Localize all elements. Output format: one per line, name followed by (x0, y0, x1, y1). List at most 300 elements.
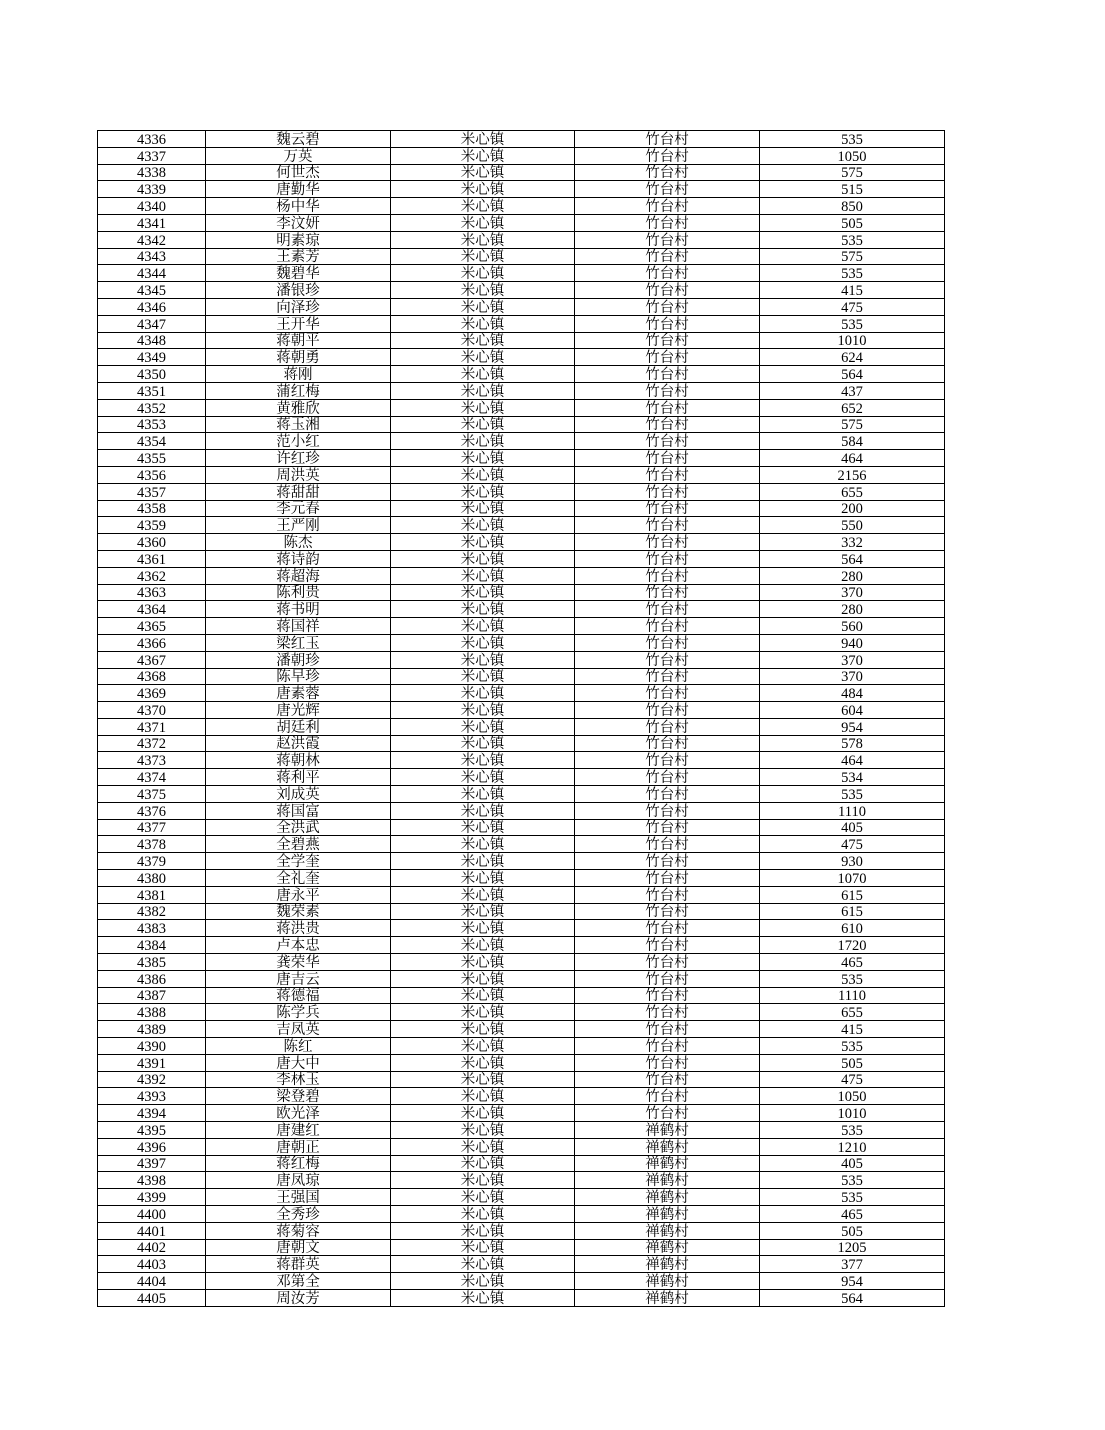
name-cell: 唐凤琼 (206, 1172, 391, 1189)
table-row (98, 634, 945, 651)
amount-cell: 1210 (760, 1138, 945, 1155)
row-number-cell: 4379 (98, 853, 206, 870)
name-cell: 胡廷利 (206, 718, 391, 735)
town-cell: 米心镇 (391, 1138, 575, 1155)
row-number-cell: 4383 (98, 920, 206, 937)
amount-cell: 564 (760, 550, 945, 567)
name-cell: 龚荣华 (206, 954, 391, 971)
town-cell: 米心镇 (391, 399, 575, 416)
village-cell: 竹台村 (575, 315, 760, 332)
data-table (97, 130, 945, 1307)
town-cell: 米心镇 (391, 147, 575, 164)
village-cell: 禅鹤村 (575, 1289, 760, 1306)
amount-cell: 1110 (760, 987, 945, 1004)
town-cell: 米心镇 (391, 634, 575, 651)
town-cell: 米心镇 (391, 1222, 575, 1239)
town-cell: 米心镇 (391, 1189, 575, 1206)
row-number-cell: 4355 (98, 450, 206, 467)
table-row (98, 886, 945, 903)
amount-cell: 535 (760, 265, 945, 282)
town-cell: 米心镇 (391, 466, 575, 483)
table-row (98, 970, 945, 987)
town-cell: 米心镇 (391, 584, 575, 601)
table-row (98, 1122, 945, 1139)
amount-cell: 850 (760, 198, 945, 215)
town-cell: 米心镇 (391, 1021, 575, 1038)
name-cell: 蒋国富 (206, 802, 391, 819)
town-cell: 米心镇 (391, 282, 575, 299)
town-cell: 米心镇 (391, 567, 575, 584)
table-row (98, 399, 945, 416)
row-number-cell: 4377 (98, 819, 206, 836)
village-cell: 竹台村 (575, 248, 760, 265)
table-row (98, 214, 945, 231)
name-cell: 蒋利平 (206, 769, 391, 786)
village-cell: 竹台村 (575, 1088, 760, 1105)
town-cell: 米心镇 (391, 870, 575, 887)
row-number-cell: 4362 (98, 567, 206, 584)
row-number-cell: 4405 (98, 1289, 206, 1306)
table-row (98, 466, 945, 483)
village-cell: 竹台村 (575, 836, 760, 853)
amount-cell: 575 (760, 416, 945, 433)
name-cell: 蒋超海 (206, 567, 391, 584)
table-row (98, 349, 945, 366)
amount-cell: 655 (760, 1004, 945, 1021)
table-row (98, 1054, 945, 1071)
table-row (98, 282, 945, 299)
village-cell: 竹台村 (575, 819, 760, 836)
village-cell: 竹台村 (575, 164, 760, 181)
amount-cell: 1205 (760, 1239, 945, 1256)
town-cell: 米心镇 (391, 1004, 575, 1021)
town-cell: 米心镇 (391, 433, 575, 450)
amount-cell: 535 (760, 315, 945, 332)
table-row (98, 1105, 945, 1122)
amount-cell: 405 (760, 819, 945, 836)
name-cell: 杨中华 (206, 198, 391, 215)
village-cell: 禅鹤村 (575, 1138, 760, 1155)
name-cell: 陈早珍 (206, 668, 391, 685)
row-number-cell: 4350 (98, 366, 206, 383)
table-row (98, 1021, 945, 1038)
row-number-cell: 4337 (98, 147, 206, 164)
row-number-cell: 4378 (98, 836, 206, 853)
town-cell: 米心镇 (391, 1256, 575, 1273)
amount-cell: 475 (760, 298, 945, 315)
table-row (98, 618, 945, 635)
name-cell: 王强国 (206, 1189, 391, 1206)
village-cell: 竹台村 (575, 903, 760, 920)
village-cell: 禅鹤村 (575, 1155, 760, 1172)
name-cell: 魏荣素 (206, 903, 391, 920)
amount-cell: 515 (760, 181, 945, 198)
amount-cell: 535 (760, 1038, 945, 1055)
table-row (98, 382, 945, 399)
name-cell: 蒋群英 (206, 1256, 391, 1273)
table-row (98, 265, 945, 282)
table-row (98, 769, 945, 786)
row-number-cell: 4354 (98, 433, 206, 450)
name-cell: 唐永平 (206, 886, 391, 903)
village-cell: 竹台村 (575, 483, 760, 500)
village-cell: 禅鹤村 (575, 1239, 760, 1256)
row-number-cell: 4352 (98, 399, 206, 416)
row-number-cell: 4369 (98, 685, 206, 702)
village-cell: 竹台村 (575, 954, 760, 971)
name-cell: 邓第全 (206, 1273, 391, 1290)
row-number-cell: 4384 (98, 937, 206, 954)
town-cell: 米心镇 (391, 618, 575, 635)
town-cell: 米心镇 (391, 1071, 575, 1088)
table-row (98, 1222, 945, 1239)
table-row (98, 903, 945, 920)
name-cell: 蒋洪贵 (206, 920, 391, 937)
amount-cell: 1070 (760, 870, 945, 887)
row-number-cell: 4400 (98, 1206, 206, 1223)
name-cell: 李元春 (206, 500, 391, 517)
town-cell: 米心镇 (391, 450, 575, 467)
amount-cell: 200 (760, 500, 945, 517)
name-cell: 蒋朝平 (206, 332, 391, 349)
row-number-cell: 4343 (98, 248, 206, 265)
row-number-cell: 4342 (98, 231, 206, 248)
row-number-cell: 4403 (98, 1256, 206, 1273)
table-row (98, 668, 945, 685)
table-row (98, 1239, 945, 1256)
town-cell: 米心镇 (391, 332, 575, 349)
village-cell: 竹台村 (575, 517, 760, 534)
amount-cell: 535 (760, 1172, 945, 1189)
name-cell: 李林玉 (206, 1071, 391, 1088)
row-number-cell: 4351 (98, 382, 206, 399)
table-row (98, 500, 945, 517)
amount-cell: 464 (760, 450, 945, 467)
amount-cell: 564 (760, 1289, 945, 1306)
town-cell: 米心镇 (391, 853, 575, 870)
name-cell: 蒋玉湘 (206, 416, 391, 433)
village-cell: 竹台村 (575, 1071, 760, 1088)
village-cell: 竹台村 (575, 450, 760, 467)
town-cell: 米心镇 (391, 1105, 575, 1122)
table-row (98, 819, 945, 836)
village-cell: 竹台村 (575, 265, 760, 282)
table-row (98, 1172, 945, 1189)
village-cell: 竹台村 (575, 651, 760, 668)
table-row (98, 1206, 945, 1223)
village-cell: 竹台村 (575, 298, 760, 315)
amount-cell: 930 (760, 853, 945, 870)
row-number-cell: 4395 (98, 1122, 206, 1139)
name-cell: 欧光泽 (206, 1105, 391, 1122)
table-row (98, 1038, 945, 1055)
name-cell: 全洪武 (206, 819, 391, 836)
row-number-cell: 4339 (98, 181, 206, 198)
village-cell: 竹台村 (575, 987, 760, 1004)
amount-cell: 615 (760, 903, 945, 920)
table-row (98, 550, 945, 567)
amount-cell: 624 (760, 349, 945, 366)
village-cell: 竹台村 (575, 668, 760, 685)
village-cell: 竹台村 (575, 970, 760, 987)
name-cell: 唐素蓉 (206, 685, 391, 702)
town-cell: 米心镇 (391, 366, 575, 383)
table-row (98, 987, 945, 1004)
village-cell: 竹台村 (575, 870, 760, 887)
name-cell: 陈杰 (206, 534, 391, 551)
table-row (98, 298, 945, 315)
table-row (98, 685, 945, 702)
amount-cell: 415 (760, 1021, 945, 1038)
town-cell: 米心镇 (391, 601, 575, 618)
amount-cell: 1010 (760, 332, 945, 349)
amount-cell: 535 (760, 1122, 945, 1139)
town-cell: 米心镇 (391, 920, 575, 937)
row-number-cell: 4389 (98, 1021, 206, 1038)
name-cell: 梁登碧 (206, 1088, 391, 1105)
table-row (98, 416, 945, 433)
amount-cell: 1050 (760, 147, 945, 164)
row-number-cell: 4341 (98, 214, 206, 231)
town-cell: 米心镇 (391, 1088, 575, 1105)
amount-cell: 280 (760, 601, 945, 618)
amount-cell: 535 (760, 1189, 945, 1206)
table-row (98, 718, 945, 735)
village-cell: 禅鹤村 (575, 1273, 760, 1290)
row-number-cell: 4338 (98, 164, 206, 181)
name-cell: 唐吉云 (206, 970, 391, 987)
town-cell: 米心镇 (391, 349, 575, 366)
table-row (98, 1088, 945, 1105)
town-cell: 米心镇 (391, 382, 575, 399)
table-row (98, 181, 945, 198)
amount-cell: 575 (760, 248, 945, 265)
row-number-cell: 4404 (98, 1273, 206, 1290)
row-number-cell: 4399 (98, 1189, 206, 1206)
village-cell: 竹台村 (575, 147, 760, 164)
name-cell: 魏云碧 (206, 131, 391, 148)
name-cell: 周洪英 (206, 466, 391, 483)
row-number-cell: 4347 (98, 315, 206, 332)
name-cell: 王开华 (206, 315, 391, 332)
name-cell: 陈红 (206, 1038, 391, 1055)
row-number-cell: 4340 (98, 198, 206, 215)
town-cell: 米心镇 (391, 265, 575, 282)
row-number-cell: 4336 (98, 131, 206, 148)
amount-cell: 615 (760, 886, 945, 903)
town-cell: 米心镇 (391, 1206, 575, 1223)
name-cell: 全碧燕 (206, 836, 391, 853)
name-cell: 蒋甜甜 (206, 483, 391, 500)
village-cell: 竹台村 (575, 1054, 760, 1071)
village-cell: 竹台村 (575, 920, 760, 937)
table-row (98, 1289, 945, 1306)
amount-cell: 484 (760, 685, 945, 702)
row-number-cell: 4376 (98, 802, 206, 819)
town-cell: 米心镇 (391, 1172, 575, 1189)
town-cell: 米心镇 (391, 970, 575, 987)
table-row (98, 450, 945, 467)
amount-cell: 505 (760, 1222, 945, 1239)
table-row (98, 752, 945, 769)
table-row (98, 702, 945, 719)
village-cell: 竹台村 (575, 399, 760, 416)
amount-cell: 465 (760, 954, 945, 971)
town-cell: 米心镇 (391, 954, 575, 971)
row-number-cell: 4374 (98, 769, 206, 786)
table-row (98, 1155, 945, 1172)
row-number-cell: 4346 (98, 298, 206, 315)
town-cell: 米心镇 (391, 416, 575, 433)
village-cell: 禅鹤村 (575, 1206, 760, 1223)
town-cell: 米心镇 (391, 1289, 575, 1306)
town-cell: 米心镇 (391, 1155, 575, 1172)
table-row (98, 601, 945, 618)
row-number-cell: 4381 (98, 886, 206, 903)
village-cell: 竹台村 (575, 231, 760, 248)
village-cell: 竹台村 (575, 366, 760, 383)
town-cell: 米心镇 (391, 500, 575, 517)
name-cell: 潘朝珍 (206, 651, 391, 668)
amount-cell: 505 (760, 1054, 945, 1071)
name-cell: 唐朝文 (206, 1239, 391, 1256)
amount-cell: 370 (760, 584, 945, 601)
table-row (98, 147, 945, 164)
name-cell: 许红珍 (206, 450, 391, 467)
row-number-cell: 4353 (98, 416, 206, 433)
table-row (98, 651, 945, 668)
village-cell: 竹台村 (575, 433, 760, 450)
amount-cell: 464 (760, 752, 945, 769)
amount-cell: 535 (760, 786, 945, 803)
table-row (98, 198, 945, 215)
town-cell: 米心镇 (391, 1122, 575, 1139)
amount-cell: 1110 (760, 802, 945, 819)
name-cell: 唐朝正 (206, 1138, 391, 1155)
village-cell: 竹台村 (575, 214, 760, 231)
name-cell: 范小红 (206, 433, 391, 450)
name-cell: 蒋朝勇 (206, 349, 391, 366)
table-row (98, 1273, 945, 1290)
table-row (98, 1138, 945, 1155)
amount-cell: 370 (760, 668, 945, 685)
name-cell: 蒲红梅 (206, 382, 391, 399)
town-cell: 米心镇 (391, 651, 575, 668)
amount-cell: 535 (760, 131, 945, 148)
town-cell: 米心镇 (391, 903, 575, 920)
name-cell: 唐勤华 (206, 181, 391, 198)
name-cell: 周汝芳 (206, 1289, 391, 1306)
village-cell: 竹台村 (575, 382, 760, 399)
row-number-cell: 4361 (98, 550, 206, 567)
name-cell: 蒋刚 (206, 366, 391, 383)
village-cell: 竹台村 (575, 198, 760, 215)
row-number-cell: 4394 (98, 1105, 206, 1122)
row-number-cell: 4366 (98, 634, 206, 651)
village-cell: 竹台村 (575, 634, 760, 651)
row-number-cell: 4356 (98, 466, 206, 483)
town-cell: 米心镇 (391, 718, 575, 735)
village-cell: 竹台村 (575, 332, 760, 349)
amount-cell: 578 (760, 735, 945, 752)
row-number-cell: 4357 (98, 483, 206, 500)
row-number-cell: 4370 (98, 702, 206, 719)
village-cell: 竹台村 (575, 618, 760, 635)
town-cell: 米心镇 (391, 164, 575, 181)
village-cell: 竹台村 (575, 1004, 760, 1021)
row-number-cell: 4398 (98, 1172, 206, 1189)
town-cell: 米心镇 (391, 937, 575, 954)
name-cell: 王素芳 (206, 248, 391, 265)
town-cell: 米心镇 (391, 483, 575, 500)
table-row (98, 483, 945, 500)
name-cell: 蒋诗韵 (206, 550, 391, 567)
row-number-cell: 4345 (98, 282, 206, 299)
town-cell: 米心镇 (391, 248, 575, 265)
table-row (98, 332, 945, 349)
row-number-cell: 4358 (98, 500, 206, 517)
table-row (98, 248, 945, 265)
row-number-cell: 4371 (98, 718, 206, 735)
village-cell: 竹台村 (575, 282, 760, 299)
village-cell: 禅鹤村 (575, 1222, 760, 1239)
table-row (98, 517, 945, 534)
town-cell: 米心镇 (391, 735, 575, 752)
amount-cell: 940 (760, 634, 945, 651)
village-cell: 竹台村 (575, 886, 760, 903)
name-cell: 陈学兵 (206, 1004, 391, 1021)
village-cell: 竹台村 (575, 937, 760, 954)
row-number-cell: 4365 (98, 618, 206, 635)
village-cell: 竹台村 (575, 1021, 760, 1038)
row-number-cell: 4372 (98, 735, 206, 752)
town-cell: 米心镇 (391, 769, 575, 786)
row-number-cell: 4397 (98, 1155, 206, 1172)
village-cell: 竹台村 (575, 853, 760, 870)
name-cell: 梁红玉 (206, 634, 391, 651)
village-cell: 竹台村 (575, 601, 760, 618)
row-number-cell: 4359 (98, 517, 206, 534)
amount-cell: 534 (760, 769, 945, 786)
row-number-cell: 4375 (98, 786, 206, 803)
name-cell: 魏碧华 (206, 265, 391, 282)
amount-cell: 280 (760, 567, 945, 584)
village-cell: 竹台村 (575, 534, 760, 551)
amount-cell: 652 (760, 399, 945, 416)
village-cell: 竹台村 (575, 802, 760, 819)
town-cell: 米心镇 (391, 668, 575, 685)
row-number-cell: 4393 (98, 1088, 206, 1105)
amount-cell: 415 (760, 282, 945, 299)
amount-cell: 475 (760, 1071, 945, 1088)
table-body (98, 131, 945, 1307)
town-cell: 米心镇 (391, 550, 575, 567)
name-cell: 刘成英 (206, 786, 391, 803)
village-cell: 竹台村 (575, 735, 760, 752)
row-number-cell: 4396 (98, 1138, 206, 1155)
name-cell: 黄雅欣 (206, 399, 391, 416)
row-number-cell: 4385 (98, 954, 206, 971)
table-row (98, 433, 945, 450)
row-number-cell: 4363 (98, 584, 206, 601)
village-cell: 竹台村 (575, 500, 760, 517)
village-cell: 竹台村 (575, 752, 760, 769)
name-cell: 蒋书明 (206, 601, 391, 618)
row-number-cell: 4373 (98, 752, 206, 769)
town-cell: 米心镇 (391, 752, 575, 769)
village-cell: 竹台村 (575, 1105, 760, 1122)
name-cell: 李汶妍 (206, 214, 391, 231)
